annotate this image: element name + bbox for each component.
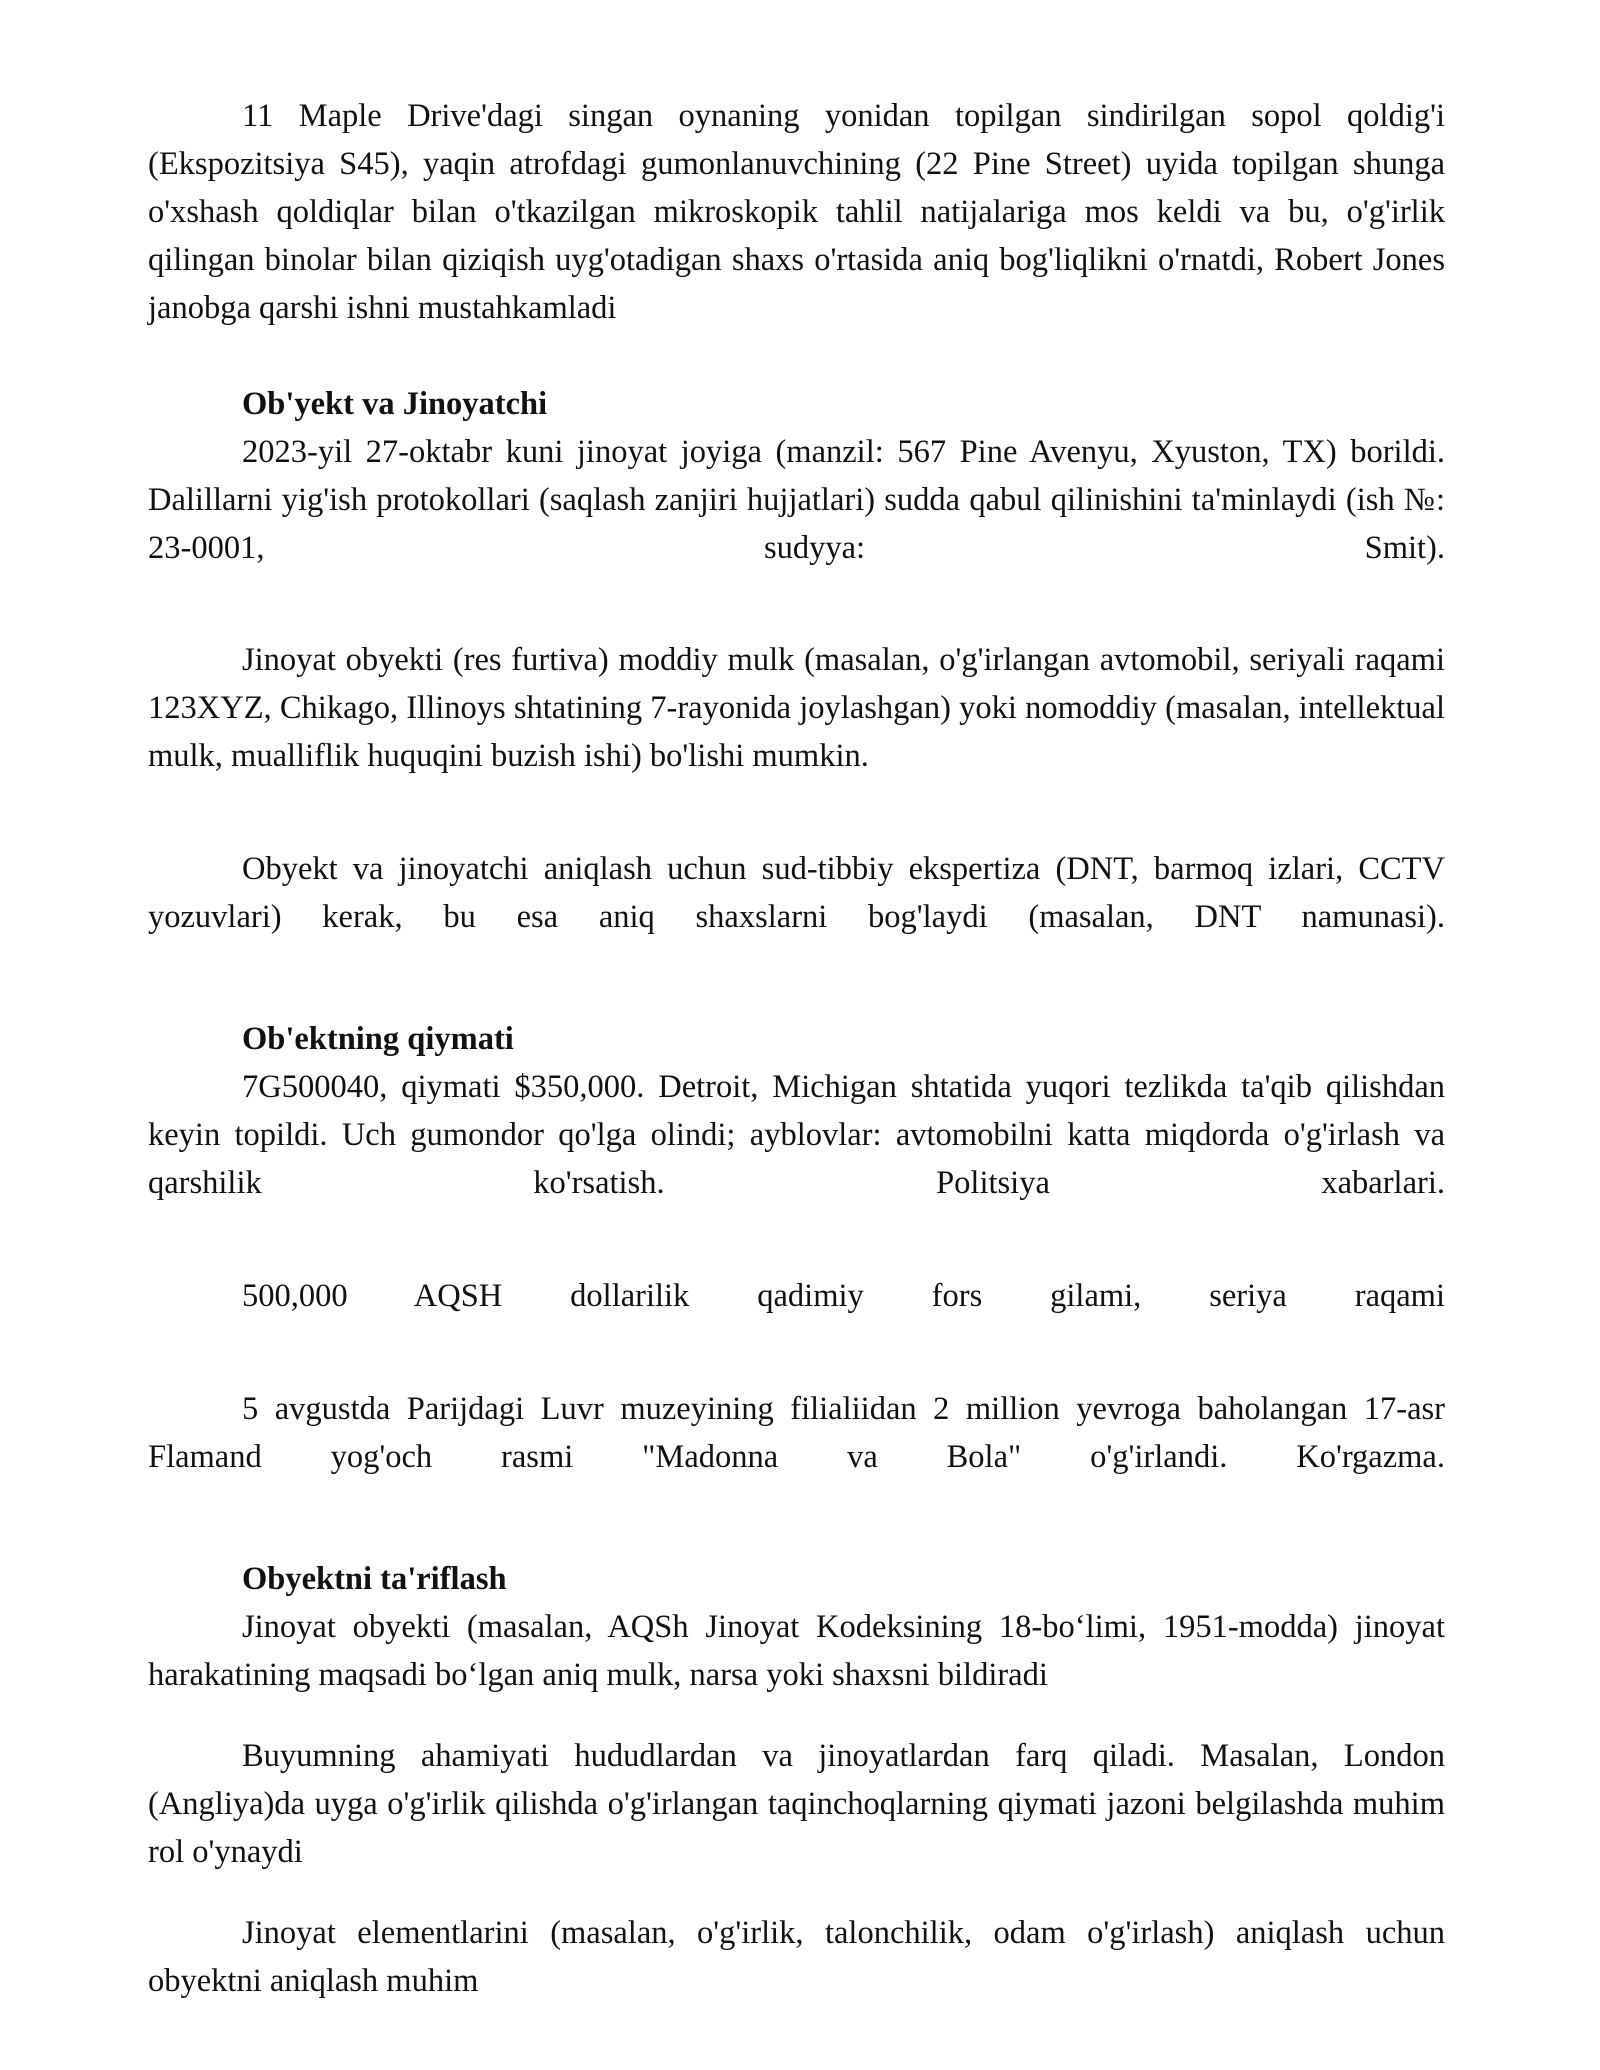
paragraph-crime-object: Jinoyat obyekti (res furtiva) moddiy mulk (masalan, o'g'irlangan avtomobil, seriyali raqami 123XYZ, Chikago, Illinoys shtatining 7-rayonida joylashgan) yoki nomoddiy (masalan, intellektual mulk, mualliflik huquqini buzish ishi) bo'lishi mumkin. (148, 642, 1445, 774)
paragraph-crime-elements: Jinoyat elementlarini (masalan, o'g'irlik, talonchilik, odam o'g'irlash) aniqlash uchun obyektni aniqlash muhim (148, 1915, 1445, 1999)
paragraph-persian-rug: 500,000 AQSH dollarilik qadimiy fors gilami, seriya raqami (242, 1278, 1445, 1314)
heading-object-and-criminal: Ob'yekt va Jinoyatchi (242, 386, 548, 422)
paragraph-crime-object-definition: Jinoyat obyekti (masalan, AQSh Jinoyat Kodeksining 18-bo‘limi, 1951-modda) jinoyat harakatining maqsadi bo‘lgan aniq mulk, narsa yoki shaxsni bildiradi (148, 1609, 1445, 1693)
paragraph-louvre-painting: 5 avgustda Parijdagi Luvr muzeyining filialiidan 2 million yevroga baholangan 17-asr Flamand yog'och rasmi "Madonna va Bola" o'g'irlandi. Ko'rgazma. (148, 1391, 1445, 1475)
heading-object-value: Ob'ektning qiymati (242, 1021, 514, 1057)
paragraph-item-significance: Buyumning ahamiyati hududlardan va jinoyatlardan farq qiladi. Masalan, London (Angliya)da uyga o'g'irlik qilishda o'g'irlangan taqinchoqlarning qiymati jazoni belgilashda muhim rol o'ynaydi (148, 1738, 1445, 1870)
paragraph-forensics: Obyekt va jinoyatchi aniqlash uchun sud-tibbiy ekspertiza (DNT, barmoq izlari, CCTV yozuvlari) kerak, bu esa aniq shaxslarni bog'laydi (masalan, DNT namunasi). (148, 851, 1445, 935)
document-page (148, 92, 1445, 2005)
heading-object-definition: Obyektni ta'riflash (242, 1561, 507, 1597)
paragraph-vehicle-value: 7G500040, qiymati $350,000. Detroit, Michigan shtatida yuqori tezlikda ta'qib qilishdan keyin topildi. Uch gumondor qo'lga olindi; ayblovlar: avtomobilni katta miqdorda o'g'irlash va qarshilik ko'rsatish. Politsiya xabarlari. (148, 1069, 1445, 1201)
paragraph-crime-scene: 2023-yil 27-oktabr kuni jinoyat joyiga (manzil: 567 Pine Avenyu, Xyuston, TX) borildi. Dalillarni yig'ish protokollari (saqlash zanjiri hujjatlari) sudda qabul qilinishini ta'minlaydi (ish №: 23-0001, sudyya: Smit). (148, 434, 1445, 566)
intro-paragraph: 11 Maple Drive'dagi singan oynaning yonidan topilgan sindirilgan sopol qoldig'i (Ekspozitsiya S45), yaqin atrofdagi gumonlanuvchining (22 Pine Street) uyida topilgan shunga o'xshash qoldiqlar bilan o'tkazilgan mikroskopik tahlil natijalariga mos keldi va bu, o'g'irlik qilingan binolar bilan qiziqish uyg'otadigan shaxs o'rtasida aniq bog'liqlikni o'rnatdi, Robert Jones janobga qarshi ishni mustahkamladi (148, 98, 1445, 326)
